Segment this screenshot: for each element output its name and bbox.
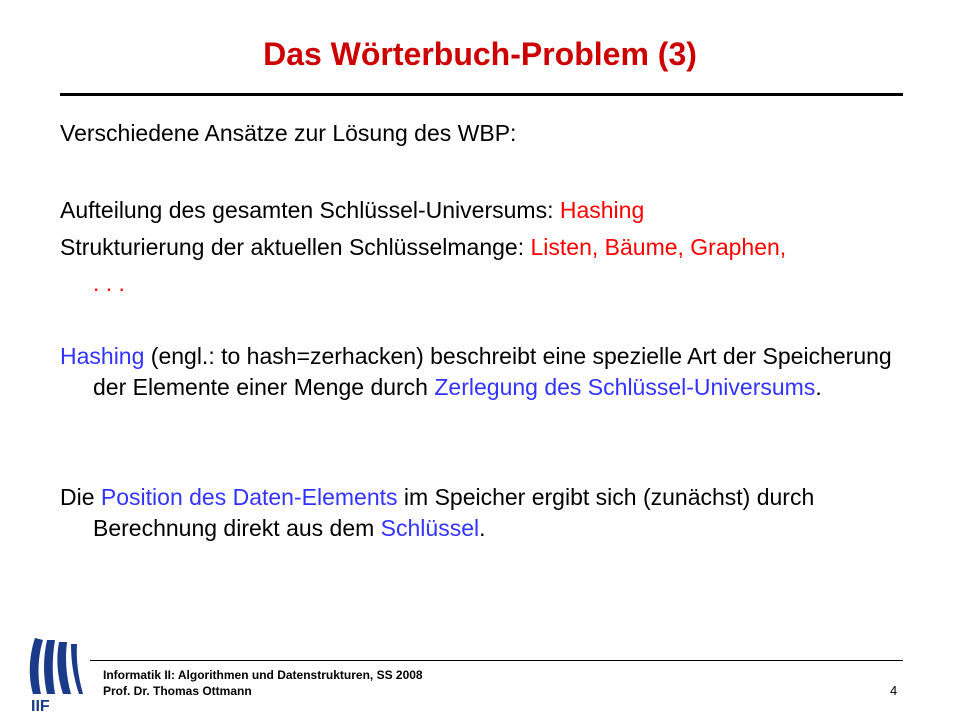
footer-credits	[103, 667, 423, 699]
footer-course: Informatik II: Algorithmen und Datenstrukturen, SS 2008	[103, 668, 423, 682]
intro-line	[60, 118, 516, 149]
footer-divider	[90, 660, 903, 661]
line-structures-continuation: . . .	[93, 270, 125, 296]
page-number: 4	[890, 683, 898, 698]
position-text: im Speicher ergibt sich (zunächst) durch Berechnung direkt aus dem	[93, 484, 815, 541]
paragraph-hashing-definition	[60, 341, 913, 403]
term-zerlegung: Zerlegung des Schlüssel-Universums	[434, 374, 816, 400]
line-structures-highlight: Listen, Bäume, Graphen,	[530, 234, 787, 260]
line-hashing-highlight: Hashing	[559, 197, 645, 223]
term-schluessel: Schlüssel	[380, 515, 480, 541]
term-position: Position des Daten-Elements	[100, 484, 398, 510]
hashing-definition-end: .	[815, 374, 822, 400]
line-hashing-text: Aufteilung des gesamten Schlüssel-Universums:	[60, 197, 560, 223]
slide-title: Das Wörterbuch-Problem (3)	[263, 36, 697, 72]
line-hashing	[60, 195, 644, 226]
iif-logo-icon	[25, 636, 85, 714]
hashing-definition-text: (engl.: to hash=zerhacken) beschreibt eine spezielle Art der Speicherung der Elemente einer Menge durch	[93, 343, 892, 400]
line-structures	[60, 232, 786, 263]
intro-text: Verschiedene Ansätze zur Lösung des WBP:	[60, 120, 517, 146]
title-divider	[60, 93, 903, 96]
position-start: Die	[60, 484, 101, 510]
position-end: .	[479, 515, 486, 541]
line-structures-text: Strukturierung der aktuellen Schlüsselmange:	[60, 234, 531, 260]
term-hashing: Hashing	[60, 343, 145, 369]
logo-text: IIF	[31, 698, 50, 714]
footer-author: Prof. Dr. Thomas Ottmann	[103, 684, 252, 698]
paragraph-position	[60, 482, 913, 544]
